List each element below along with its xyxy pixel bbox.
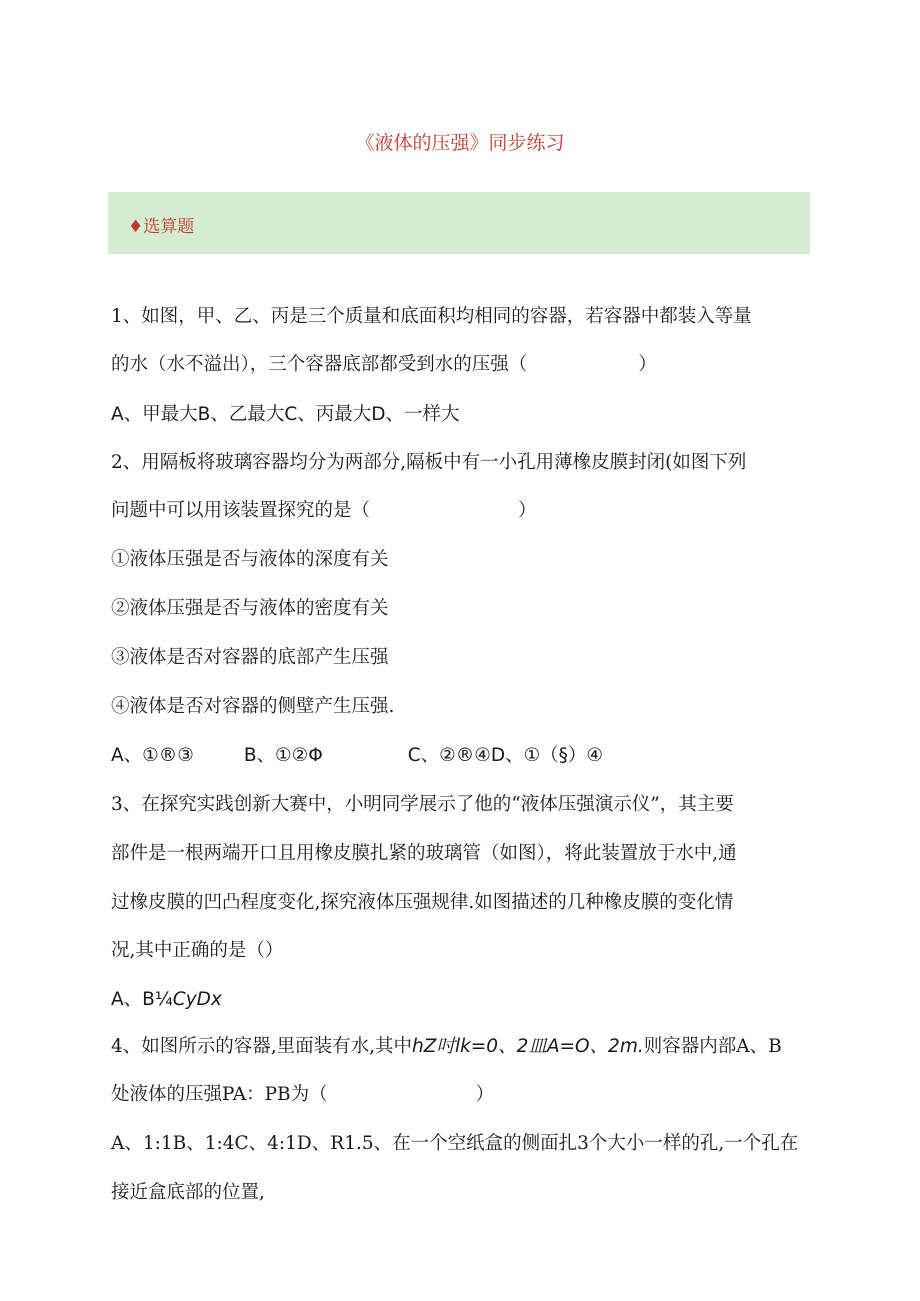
q4-line-1 (111, 1034, 782, 1060)
q3-line-2: 部件是一根两端开口且用橡皮膜扎紧的玻璃管（如图），将此装置放于水中,通 (111, 843, 737, 864)
q2-item-4: ④液体是否对容器的侧壁产生压强. (111, 696, 395, 717)
q3-line-1: 3、在探究实践创新大赛中，小明同学展示了他的“液体压强演示仪”，其主要 (111, 794, 734, 815)
q4-line-1-prefix: 4、如图所示的容器,里面装有水,其中 (111, 1036, 413, 1057)
q2-line-2: 问题中可以用该装置探究的是（ ） (111, 500, 537, 521)
q4-formula: hZ吋lk=0、2皿A=O、2m. (412, 1036, 644, 1057)
q3-options-prefix: A、B¼ (111, 989, 173, 1010)
q4-line-4: 接近盒底部的位置, (111, 1182, 265, 1203)
page-title: 《液体的压强》同步练习 (355, 132, 565, 154)
q4-line-1-suffix: 则容器内部A、B (643, 1036, 782, 1057)
section-header (108, 192, 810, 254)
q3-line-4: 况,其中正确的是（） (111, 940, 284, 961)
q4-line-3: A、1:1B、1:4C、4:1D、R1.5、在一个空纸盒的侧面扎3个大小一样的孔,一个孔在 (111, 1133, 799, 1154)
q2-option-a: A、①®③ (111, 745, 194, 766)
q2-item-3: ③液体是否对容器的底部产生压强 (111, 647, 389, 668)
q2-item-1: ①液体压强是否与液体的深度有关 (111, 549, 389, 570)
q2-line-1: 2、用隔板将玻璃容器均分为两部分,隔板中有一小孔用薄橡皮膜封闭(如图下列 (111, 452, 747, 473)
q2-option-b: B、①②Φ (243, 745, 323, 766)
q3-line-3: 过橡皮膜的凹凸程度变化,探究液体压强规律.如图描述的几种橡皮膜的变化情 (111, 892, 734, 913)
q2-option-cd: C、②®④D、①（§）④ (407, 745, 604, 766)
q4-line-2: 处液体的压强PA：PB为（ ） (111, 1084, 495, 1105)
section-label: ♦选算题 (128, 217, 195, 237)
q3-options-suffix: CyDx (172, 989, 222, 1010)
q1-options: A、甲最大B、乙最大C、丙最大D、一样大 (111, 404, 460, 425)
q2-options (111, 743, 603, 769)
q1-line-1: 1、如图，甲、乙、丙是三个质量和底面积均相同的容器，若容器中都装入等量 (111, 306, 752, 327)
q1-line-2: 的水（水不溢出），三个容器底部都受到水的压强（ ） (111, 354, 657, 375)
q3-options (111, 987, 222, 1013)
q2-item-2: ②液体压强是否与液体的密度有关 (111, 598, 389, 619)
